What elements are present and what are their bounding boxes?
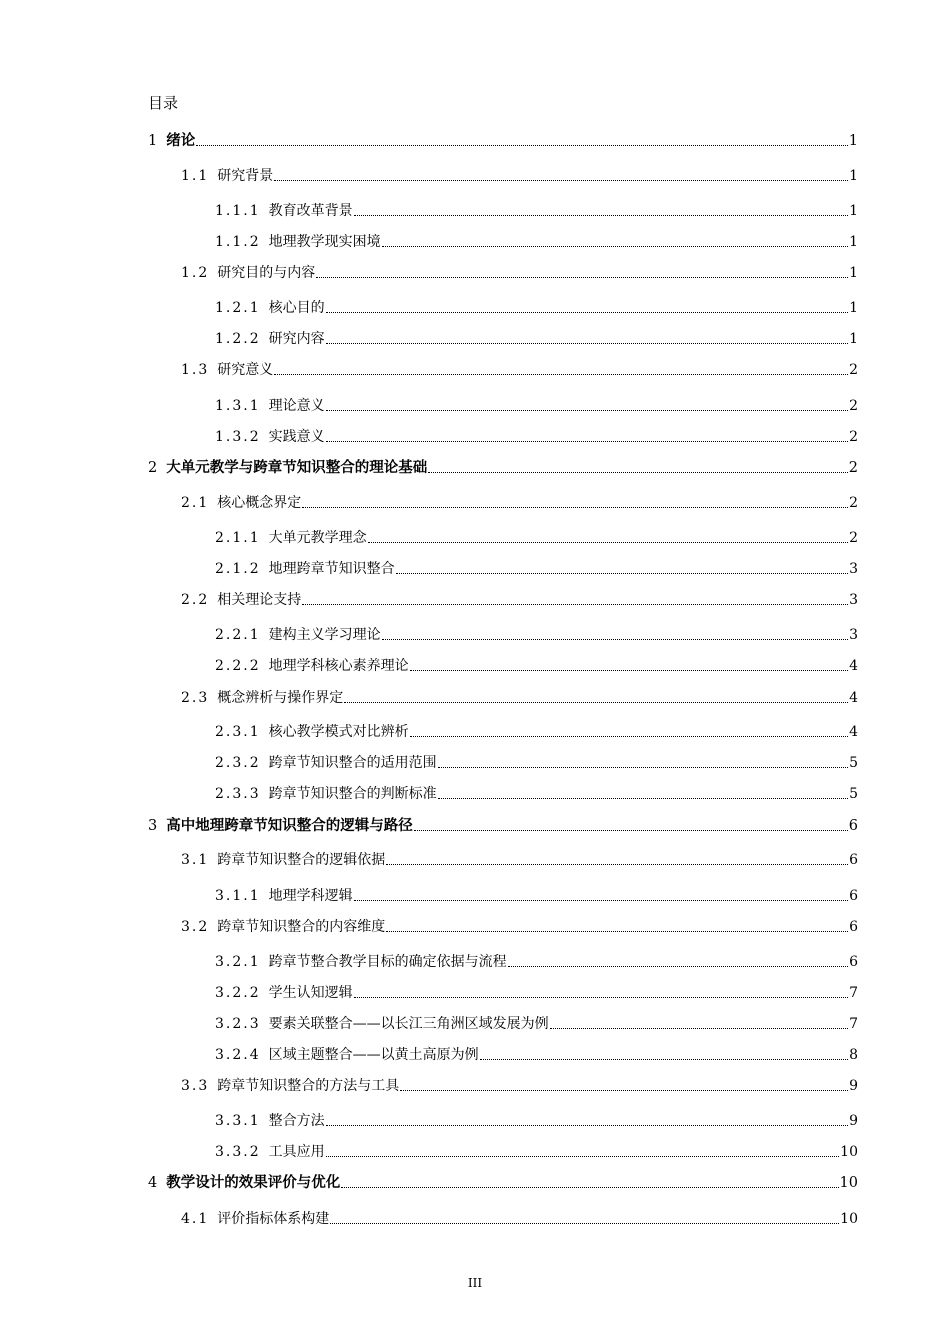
toc-entry[interactable] [215, 424, 858, 446]
toc-entry-number: 2.2.1 [215, 627, 261, 643]
toc-entry[interactable] [181, 490, 858, 512]
toc-entry-number: 1 [148, 133, 158, 149]
toc-entry-page: 1 [849, 300, 858, 316]
toc-entry-title: 核心概念界定 [217, 495, 302, 511]
toc-entry-page: 1 [849, 203, 858, 219]
toc-entry-page: 9 [849, 1113, 858, 1129]
toc-entry[interactable] [215, 781, 858, 803]
toc-entry[interactable] [215, 750, 858, 772]
toc-entry[interactable] [215, 229, 858, 251]
dot-leader [302, 604, 848, 605]
toc-entry-page: 1 [849, 265, 858, 281]
toc-entry-page: 1 [849, 234, 858, 250]
toc-entry-page: 10 [840, 1211, 858, 1227]
dot-leader [344, 702, 848, 703]
toc-entry-title: 绪论 [166, 132, 196, 149]
toc-entry-title: 地理教学现实困境 [268, 234, 381, 250]
toc-entry-number: 2.3.3 [215, 786, 261, 802]
toc-entry-number: 3.2.4 [215, 1047, 261, 1063]
dot-leader [480, 1059, 848, 1060]
toc-entry-number: 2 [148, 460, 158, 476]
toc-entry-number: 3 [148, 818, 158, 834]
dot-leader [326, 1156, 840, 1157]
toc-entry-number: 2.1 [181, 495, 210, 511]
toc-entry-page: 6 [849, 888, 858, 904]
toc-entry-page: 6 [849, 919, 858, 935]
toc-entry-number: 2.3.2 [215, 755, 261, 771]
dot-leader [326, 441, 848, 442]
toc-entry-title: 要素关联整合——以长江三角洲区域发展为例 [268, 1016, 549, 1032]
toc-entry[interactable] [215, 883, 858, 905]
toc-entry-page: 4 [849, 724, 858, 740]
dot-leader [414, 830, 848, 831]
toc-entry-page: 10 [840, 1144, 858, 1160]
dot-leader [382, 246, 848, 247]
toc-entry[interactable] [181, 1073, 858, 1095]
toc-entry-title: 跨章节知识整合的内容维度 [217, 919, 386, 935]
toc-entry-number: 3.3.1 [215, 1113, 261, 1129]
toc-entry-number: 1.1 [181, 168, 210, 184]
toc-entry-number: 2.2.2 [215, 658, 261, 674]
toc-entry[interactable] [215, 393, 858, 415]
dot-leader [326, 410, 848, 411]
dot-leader [438, 767, 848, 768]
toc-entry-title: 区域主题整合——以黄土高原为例 [268, 1047, 479, 1063]
toc-entry-number: 3.1.1 [215, 888, 261, 904]
dot-leader [396, 573, 848, 574]
toc-entry[interactable] [181, 260, 858, 282]
toc-entry-page: 1 [849, 168, 858, 184]
toc-entry-title: 地理学科逻辑 [268, 888, 353, 904]
toc-entry[interactable] [148, 455, 858, 477]
toc-entry-title: 实践意义 [268, 429, 325, 445]
toc-entry[interactable] [215, 198, 858, 220]
toc-entry[interactable] [181, 847, 858, 869]
dot-leader [330, 1223, 839, 1224]
toc-entry-page: 10 [839, 1175, 858, 1191]
toc-entry-page: 5 [849, 786, 858, 802]
toc-entry-title: 评价指标体系构建 [217, 1211, 330, 1227]
toc-entry-number: 2.3.1 [215, 724, 261, 740]
toc-entry-number: 3.3 [181, 1078, 210, 1094]
dot-leader [354, 215, 848, 216]
toc-entry-title: 相关理论支持 [217, 592, 302, 608]
toc-entry-title: 跨章节知识整合的方法与工具 [217, 1078, 400, 1094]
dot-leader [382, 639, 848, 640]
dot-leader [196, 145, 848, 146]
dot-leader [410, 670, 848, 671]
toc-entry[interactable] [215, 653, 858, 675]
toc-entry-page: 2 [848, 460, 858, 476]
toc-entry[interactable] [215, 949, 858, 971]
dot-leader [326, 312, 848, 313]
toc-entry-page: 2 [849, 530, 858, 546]
toc-entry-number: 3.2.2 [215, 985, 261, 1001]
toc-entry-page: 6 [849, 954, 858, 970]
toc-entry-page: 6 [848, 818, 858, 834]
toc-entry-title: 高中地理跨章节知识整合的逻辑与路径 [166, 817, 413, 834]
toc-entry-page: 2 [849, 362, 858, 378]
toc-entry-title: 工具应用 [268, 1144, 325, 1160]
toc-entry-page: 3 [849, 627, 858, 643]
dot-leader [326, 1125, 848, 1126]
toc-entry-page: 4 [849, 658, 858, 674]
toc-entry-number: 2.1.2 [215, 561, 261, 577]
toc-entry-title: 地理跨章节知识整合 [268, 561, 395, 577]
dot-leader [354, 900, 848, 901]
dot-leader [410, 736, 848, 737]
toc-entry-page: 1 [849, 331, 858, 347]
toc-entry-title: 研究背景 [217, 168, 274, 184]
toc-entry-number: 3.1 [181, 852, 210, 868]
toc-entry[interactable] [148, 1170, 858, 1192]
dot-leader [550, 1028, 848, 1029]
toc-entry-number: 4 [148, 1175, 158, 1191]
dot-leader [274, 374, 848, 375]
toc-entry-number: 1.1.1 [215, 203, 261, 219]
toc-entry-number: 1.3 [181, 362, 210, 378]
toc-entry-title: 研究意义 [217, 362, 274, 378]
toc-entry-page: 2 [849, 398, 858, 414]
toc-entry-title: 核心目的 [268, 300, 325, 316]
toc-entry[interactable] [181, 1206, 858, 1228]
toc-entry-number: 2.2 [181, 592, 210, 608]
toc-entry-title: 建构主义学习理论 [268, 627, 381, 643]
toc-entry-number: 1.2.1 [215, 300, 261, 316]
toc-entry-page: 6 [849, 852, 858, 868]
toc-entry[interactable] [181, 685, 858, 707]
toc-entry-page: 3 [849, 561, 858, 577]
dot-leader [508, 966, 848, 967]
toc-entry[interactable] [215, 980, 858, 1002]
toc-entry-title: 地理学科核心素养理论 [268, 658, 409, 674]
toc-entry-number: 2.1.1 [215, 530, 261, 546]
toc-entry[interactable] [215, 1139, 858, 1161]
toc-entry-page: 5 [849, 755, 858, 771]
toc-entry-title: 整合方法 [268, 1113, 325, 1129]
toc-entry[interactable] [181, 914, 858, 936]
toc-entry-number: 2.3 [181, 690, 210, 706]
dot-leader [428, 472, 848, 473]
toc-entry-page: 2 [849, 429, 858, 445]
toc-entry-title: 研究目的与内容 [217, 265, 316, 281]
dot-leader [386, 931, 848, 932]
toc-entry[interactable] [215, 525, 858, 547]
toc-entry[interactable] [215, 1042, 858, 1064]
toc-entry-title: 概念辨析与操作界定 [217, 690, 344, 706]
dot-leader [386, 864, 848, 865]
toc-entry[interactable] [215, 719, 858, 741]
toc-title: 目录 [148, 94, 179, 112]
toc-entry-number: 1.2.2 [215, 331, 261, 347]
toc-entry[interactable] [181, 163, 858, 185]
toc-entry-title: 跨章节知识整合的适用范围 [268, 755, 437, 771]
toc-entry[interactable] [215, 622, 858, 644]
toc-entry-title: 跨章节知识整合的判断标准 [268, 786, 437, 802]
toc-entry-page: 3 [849, 592, 858, 608]
toc-entry-title: 大单元教学理念 [268, 530, 367, 546]
toc-entry-title: 跨章节整合教学目标的确定依据与流程 [268, 954, 507, 970]
toc-entry[interactable] [215, 295, 858, 317]
toc-entry-number: 3.2.1 [215, 954, 261, 970]
toc-entry-number: 1.2 [181, 265, 210, 281]
page-number-footer: III [467, 1276, 483, 1290]
toc-entry-page: 7 [849, 1016, 858, 1032]
dot-leader [316, 277, 848, 278]
dot-leader [438, 798, 848, 799]
dot-leader [326, 343, 848, 344]
toc-entry-page: 8 [849, 1047, 858, 1063]
toc-entry-page: 4 [849, 690, 858, 706]
toc-entry-title: 跨章节知识整合的逻辑依据 [217, 852, 386, 868]
toc-entry-title: 教育改革背景 [268, 203, 353, 219]
toc-entry[interactable] [215, 1108, 858, 1130]
dot-leader [368, 542, 848, 543]
toc-entry-title: 大单元教学与跨章节知识整合的理论基础 [166, 459, 428, 476]
toc-entry-title: 教学设计的效果评价与优化 [166, 1174, 341, 1191]
toc-entry[interactable] [181, 357, 858, 379]
dot-leader [302, 507, 848, 508]
dot-leader [274, 180, 848, 181]
toc-entry-number: 3.2.3 [215, 1016, 261, 1032]
dot-leader [400, 1090, 848, 1091]
toc-entry-title: 核心教学模式对比辨析 [268, 724, 409, 740]
toc-entry-title: 理论意义 [268, 398, 325, 414]
toc-entry-number: 1.3.1 [215, 398, 261, 414]
toc-entry-number: 3.3.2 [215, 1144, 261, 1160]
toc-entry-page: 9 [849, 1078, 858, 1094]
toc-entry-number: 3.2 [181, 919, 210, 935]
toc-entry[interactable] [215, 1011, 858, 1033]
toc-entry-page: 7 [849, 985, 858, 1001]
dot-leader [341, 1187, 838, 1188]
toc-entry[interactable] [148, 128, 858, 150]
toc-entry-title: 研究内容 [268, 331, 325, 347]
toc-entry-number: 4.1 [181, 1211, 210, 1227]
toc-entry-number: 1.1.2 [215, 234, 261, 250]
toc-entry[interactable] [215, 326, 858, 348]
toc-entry[interactable] [148, 813, 858, 835]
toc-entry-page: 1 [848, 133, 858, 149]
toc-entry[interactable] [215, 556, 858, 578]
toc-entry-page: 2 [849, 495, 858, 511]
toc-entry-title: 学生认知逻辑 [268, 985, 353, 1001]
toc-entry-number: 1.3.2 [215, 429, 261, 445]
dot-leader [354, 997, 848, 998]
toc-entry[interactable] [181, 587, 858, 609]
